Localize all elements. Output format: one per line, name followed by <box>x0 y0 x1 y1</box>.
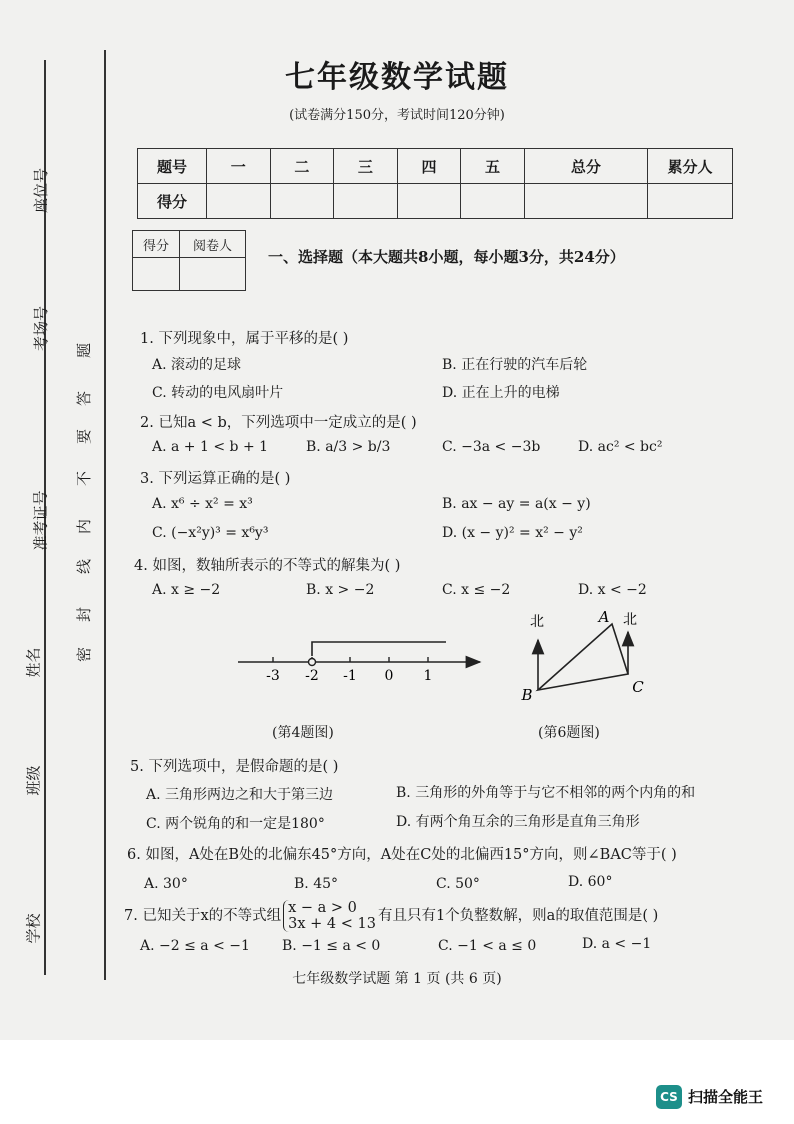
table-row <box>138 184 733 219</box>
seat-number-label: 座位号 <box>32 167 51 214</box>
grader-score-cell[interactable] <box>133 258 180 291</box>
header-cell: 一 <box>207 149 271 184</box>
section-heading: 一、选择题（本大题共8小题，每小题3分，共24分） <box>268 248 625 266</box>
seal-word: 内 <box>75 518 94 535</box>
seal-word: 密 <box>75 646 94 663</box>
tick-label: -2 <box>305 668 319 684</box>
option-d[interactable]: D. 60° <box>568 874 613 890</box>
option-d[interactable]: D. 正在上升的电梯 <box>442 385 560 401</box>
option-c[interactable]: C. (−x²y)³ = x⁶y³ <box>152 525 269 541</box>
header-cell: 三 <box>334 149 398 184</box>
option-a[interactable]: A. −2 ≤ a < −1 <box>140 938 250 954</box>
seal-word: 要 <box>75 428 94 445</box>
grader-score-header: 得分 <box>133 231 180 258</box>
question-stem: 5. 下列选项中，是假命题的是( ) <box>130 759 339 775</box>
school-label: 学校 <box>24 913 43 944</box>
grader-name-header: 阅卷人 <box>180 231 246 258</box>
option-d[interactable]: D. (x − y)² = x² − y² <box>442 525 583 541</box>
option-b[interactable]: B. ax − ay = a(x − y) <box>442 496 591 512</box>
question-stem-post: 有且只有1个负整数解，则a的取值范围是( ) <box>377 908 659 924</box>
tick-label: -3 <box>266 668 280 684</box>
score-cell[interactable] <box>334 184 398 219</box>
table-row <box>133 258 246 291</box>
figure4-caption: (第4题图) <box>272 725 334 741</box>
question-stem <box>124 900 658 932</box>
solution-ray <box>312 642 446 656</box>
exam-room-label: 考场号 <box>32 305 51 352</box>
grader-name-cell[interactable] <box>180 258 246 291</box>
option-b[interactable]: B. −1 ≤ a < 0 <box>282 938 381 954</box>
score-cell[interactable] <box>524 184 647 219</box>
option-a[interactable]: A. 滚动的足球 <box>152 357 242 373</box>
number-line-figure <box>230 630 490 690</box>
question-stem: 2. 已知a < b，下列选项中一定成立的是( ) <box>140 415 417 431</box>
option-a[interactable]: A. x ≥ −2 <box>152 582 221 598</box>
score-cell[interactable] <box>648 184 733 219</box>
tick-label: 0 <box>384 668 394 684</box>
north-label: 北 <box>530 614 544 630</box>
option-d[interactable]: D. x < −2 <box>578 582 647 598</box>
point-label-a: A <box>598 608 610 626</box>
page-subtitle: (试卷满分150分，考试时间120分钟) <box>289 108 505 123</box>
triangle-abc <box>538 624 628 690</box>
point-label-b: B <box>521 686 533 704</box>
score-cell[interactable] <box>270 184 334 219</box>
page-title: 七年级数学试题 <box>285 60 509 95</box>
option-d[interactable]: D. ac² < bc² <box>578 439 663 455</box>
name-label: 姓名 <box>24 647 43 678</box>
question-stem: 4. 如图，数轴所表示的不等式的解集为( ) <box>134 558 401 574</box>
option-b[interactable]: B. 45° <box>294 876 339 892</box>
header-cell: 累分人 <box>648 149 733 184</box>
option-b[interactable]: B. a/3 > b/3 <box>306 439 391 455</box>
option-a[interactable]: A. x⁶ ÷ x² = x³ <box>152 496 253 512</box>
header-cell: 二 <box>270 149 334 184</box>
open-circle <box>309 659 316 666</box>
point-label-c: C <box>632 678 644 696</box>
score-cell[interactable] <box>207 184 271 219</box>
north-label: 北 <box>623 612 637 628</box>
header-cell: 题号 <box>138 149 207 184</box>
question-stem: 1. 下列现象中，属于平移的是( ) <box>140 331 349 347</box>
option-c[interactable]: C. 50° <box>436 876 480 892</box>
option-a[interactable]: A. 30° <box>144 876 188 892</box>
option-c[interactable]: C. 转动的电风扇叶片 <box>152 385 284 401</box>
inequality-line-2: 3x + 4 < 13 <box>288 916 376 932</box>
option-d[interactable]: D. a < −1 <box>582 936 652 952</box>
question-stem: 3. 下列运算正确的是( ) <box>140 471 291 487</box>
option-a[interactable]: A. 三角形两边之和大于第三边 <box>146 787 334 803</box>
grader-box <box>132 230 246 291</box>
inequality-line-1: x − a > 0 <box>288 900 357 916</box>
option-c[interactable]: C. −1 < a ≤ 0 <box>438 938 537 954</box>
option-b[interactable]: B. x > −2 <box>306 582 375 598</box>
header-cell: 五 <box>461 149 525 184</box>
option-c[interactable]: C. x ≤ −2 <box>442 582 511 598</box>
triangle-figure <box>510 604 660 708</box>
question-stem: 6. 如图，A处在B处的北偏东45°方向，A处在C处的北偏西15°方向，则∠BAC等于( ) <box>127 847 677 863</box>
page-footer: 七年级数学试题 第 1 页 (共 6 页) <box>292 971 502 987</box>
seal-word: 线 <box>75 558 94 575</box>
table-row <box>133 231 246 258</box>
header-cell: 总分 <box>524 149 647 184</box>
option-b[interactable]: B. 正在行驶的汽车后轮 <box>442 357 588 373</box>
seal-word: 不 <box>75 470 94 487</box>
question-stem-pre: 7. 已知关于x的不等式组 <box>124 908 282 924</box>
seal-word: 题 <box>75 342 94 359</box>
tick-label: -1 <box>343 668 357 684</box>
score-cell[interactable] <box>461 184 525 219</box>
seal-word: 答 <box>75 390 94 407</box>
option-c[interactable]: C. −3a < −3b <box>442 439 541 455</box>
inequality-system <box>283 900 376 932</box>
option-b[interactable]: B. 三角形的外角等于与它不相邻的两个内角的和 <box>396 785 696 801</box>
seal-word: 封 <box>75 606 94 623</box>
figure6-caption: (第6题图) <box>538 725 600 741</box>
camscanner-brand: 扫描全能王 <box>688 1088 764 1106</box>
ticket-number-label: 准考证号 <box>31 490 50 551</box>
option-c[interactable]: C. 两个锐角的和一定是180° <box>146 816 325 832</box>
option-d[interactable]: D. 有两个角互余的三角形是直角三角形 <box>396 814 640 830</box>
table-row <box>138 149 733 184</box>
option-a[interactable]: A. a + 1 < b + 1 <box>152 439 269 455</box>
row-label-cell: 得分 <box>138 184 207 219</box>
camscanner-logo-icon: CS <box>656 1085 682 1109</box>
header-cell: 四 <box>397 149 461 184</box>
score-cell[interactable] <box>397 184 461 219</box>
score-table <box>137 148 733 219</box>
class-label: 班级 <box>24 765 43 796</box>
tick-label: 1 <box>423 668 433 684</box>
binding-line-inner <box>104 50 106 980</box>
